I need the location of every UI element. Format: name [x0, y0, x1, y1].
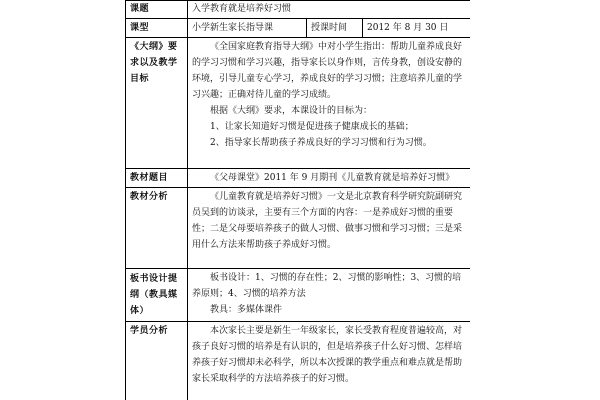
students-text: 本次家长主要是新生一年级家长，家长受教育程度普遍较高，对孩子良好习惯的培养是有认识的，但是培养孩子什么好习惯、怎样培养孩子好习惯却未必科学，所以本次授课的教学重点和难点就是帮助家长采取科学的方法培养孩子的好习惯。	[192, 326, 463, 384]
goals-paragraph: 《全国家庭教育指导大纲》中对小学生指出：帮助儿童养成良好的学习习惯和学习兴趣，指导家长以身作则，言传身教，创设安静的环境，引导儿童专心学习，养成良好的学习习惯；注意培养儿童的学习兴趣；正确对待儿童的学习成绩。	[192, 42, 463, 100]
goals-paragraph: 2、指导家长帮助孩子养成良好的学习习惯和行为习惯。	[210, 138, 432, 148]
row-board-design	[126, 269, 471, 322]
board-outline-text: 板书设计：1、习惯的存在性；2、习惯的影响性；3、习惯的培养原则；4、习惯的培养方法	[192, 273, 462, 299]
board-design-label: 板书设计提纲（教具媒体）	[126, 269, 188, 322]
material-analysis-label: 教材分析	[126, 188, 188, 269]
row-lesson-type	[126, 19, 471, 38]
material-analysis-text: 《儿童教育就是培养好习惯》一文是北京教育科学研究院副研究员吴到的访谈录，主要有三个方面的内容：一是养成好习惯的重要性；二是父母要培养孩子的做人习惯、做事习惯和学习习惯；三是采用什么方法来帮助孩子养成好习惯。	[192, 192, 463, 250]
lesson-plan-page	[125, 0, 470, 400]
board-design-content	[188, 269, 471, 322]
material-title-text: 《父母课堂》2011 年 9 月期刊《儿童教育就是培养好习惯》	[210, 173, 455, 183]
lesson-time-label: 授课时间	[307, 19, 363, 38]
students-label: 学员分析	[126, 322, 188, 400]
lesson-title-value: 入学教育就是培养好习惯	[188, 1, 471, 19]
goals-content	[188, 38, 471, 169]
lesson-title-label: 课题	[126, 1, 188, 19]
lesson-time-value: 2012 年 8 月 30 日	[363, 19, 471, 38]
lesson-plan-table	[125, 0, 470, 400]
row-lesson-title	[126, 1, 471, 19]
row-material-analysis	[126, 188, 471, 269]
material-title-value	[188, 169, 471, 188]
lesson-type-value: 小学新生家长指导课	[188, 19, 307, 38]
goals-paragraph: 根据《大纲》要求，本课设计的目标为：	[210, 106, 373, 116]
material-analysis-content	[188, 188, 471, 269]
goals-label: 《大纲》要求以及教学目标	[126, 38, 188, 169]
row-goals	[126, 38, 471, 169]
lesson-type-label: 课型	[126, 19, 188, 38]
row-students	[126, 322, 471, 400]
material-title-label: 教材题目	[126, 169, 188, 188]
students-content	[188, 322, 471, 400]
goals-paragraph: 1、让家长知道好习惯是促进孩子健康成长的基础；	[210, 122, 414, 132]
board-tools-text: 教具：多媒体课件	[210, 305, 283, 315]
row-material-title	[126, 169, 471, 188]
